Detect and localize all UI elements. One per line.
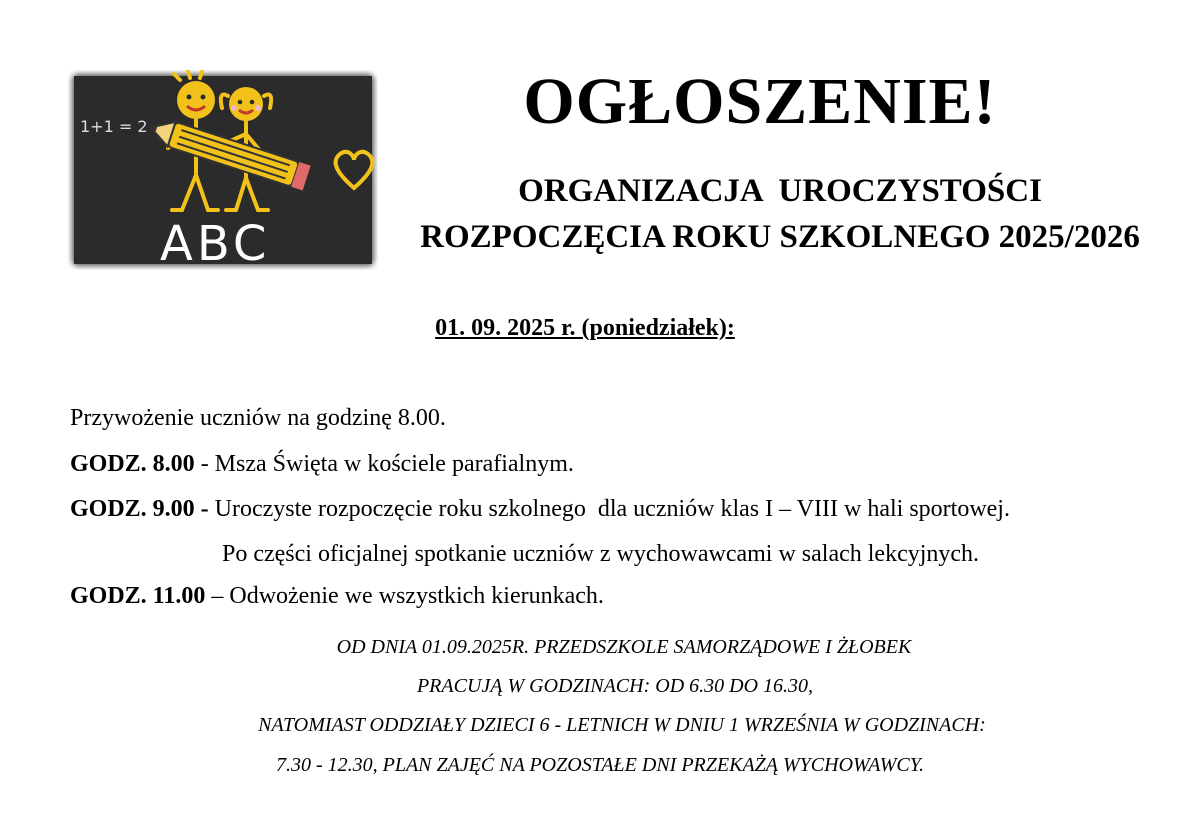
schedule-time: GODZ. 11.00 [70, 583, 206, 609]
notice-line: NATOMIAST ODDZIAŁY DZIECI 6 - LETNICH W DNIU 1 WRZEŚNIA W GODZINACH: [258, 714, 986, 736]
schedule-text: - Msza Święta w kościele parafialnym. [194, 451, 574, 477]
schedule-text: Po części oficjalnej spotkanie uczniów z wychowawcami w salach lekcyjnych. [222, 541, 980, 567]
chalkboard-kids-icon [68, 70, 378, 270]
schedule-text: – Odwożenie we wszystkich kierunkach. [205, 583, 604, 609]
subtitle-line-1: ORGANIZACJA UROCZYSTOŚCI [518, 173, 1042, 209]
subtitle [380, 168, 1180, 260]
equation-text: 1+1 = 2 [80, 117, 148, 136]
notice-line: PRACUJĄ W GODZINACH: OD 6.30 DO 16.30, [416, 675, 814, 697]
schedule-time: GODZ. 9.00 - [70, 496, 209, 522]
schedule-text: Uroczyste rozpoczęcie roku szkolnego dla uczniów klas I – VIII w hali sportowej. [208, 496, 1010, 522]
subtitle-line-2: ROZPOCZĘCIA ROKU SZKOLNEGO 2025/2026 [420, 219, 1140, 255]
schedule-line [58, 548, 604, 612]
schedule-time: GODZ. 8.00 [70, 451, 195, 477]
notice-line: 7.30 - 12.30, PLAN ZAJĘĆ NA POZOSTAŁE DNI PRZEKAŻĄ WYCHOWAWCY. [275, 754, 925, 776]
schedule-text: Przywożenie uczniów na godzinę 8.00. [70, 405, 446, 431]
date-heading: 01. 09. 2025 r. (poniedziałek): [435, 315, 735, 341]
abc-letters: ABC [160, 216, 271, 270]
notice-line: OD DNIA 01.09.2025R. PRZEDSZKOLE SAMORZĄDOWE I ŻŁOBEK [336, 636, 912, 658]
page-title: OGŁOSZENIE! [523, 65, 997, 138]
